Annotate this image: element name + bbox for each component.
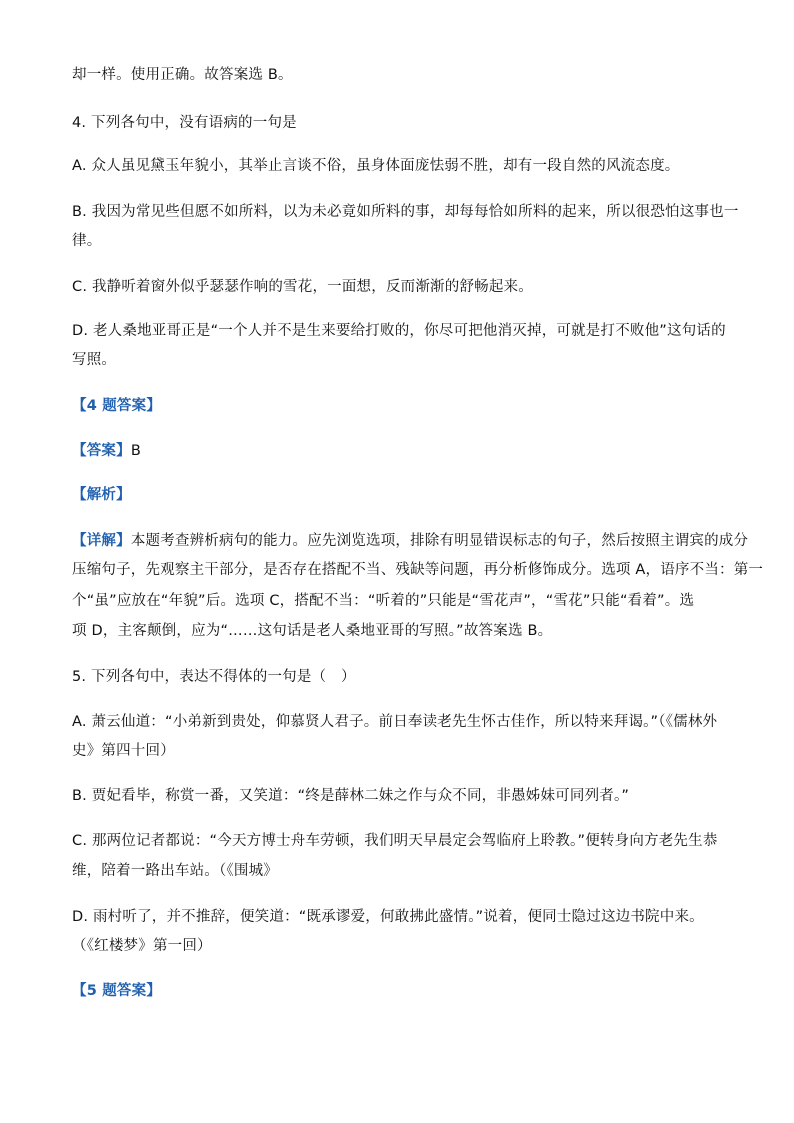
detail-line: 压缩句子，先观察主干部分，是否存在搭配不当、残缺等问题，再分析修饰成分。选项 A，语序不当：第一 (72, 562, 764, 578)
answer-line (72, 442, 722, 460)
detail-line: 项 D，主客颠倒，应为“……这句话是老人桑地亚哥的写照。”故答案选 B。 (72, 623, 553, 639)
question-5-option-c: C. 那两位记者都说：“今天方博士舟车劳顿，我们明天早晨定会驾临府上聆教。”便转身向方老先生恭 (72, 833, 718, 849)
question-5-answer-header: 【5 题答案】 (72, 983, 162, 999)
analysis-header: 【解析】 (72, 487, 131, 503)
question-4-option-d: D. 老人桑地亚哥正是“一个人并不是生来要给打败的，你尽可把他消灭掉，可就是打不败他”这句话的 (72, 323, 726, 339)
detail-line (72, 532, 749, 550)
question-4-option-b-cont: 律。 (72, 233, 102, 249)
question-4-option-c: C. 我静听着窗外似乎瑟瑟作响的雪花，一面想，反而渐渐的舒畅起来。 (72, 279, 533, 295)
question-5-option-a-cont: 史》第四十回） (72, 743, 175, 759)
question-4-option-d-cont: 写照。 (72, 352, 117, 368)
detail-line: 个“虽”应放在“年貌”后。选项 C，搭配不当：“听着的”只能是“雪花声”，“雪花”只能“看着”。选 (72, 593, 695, 609)
answer-value: B (130, 443, 141, 459)
question-5-option-c-cont: 维，陪着一路出车站。（《围城》 (72, 863, 278, 879)
answer-text (72, 443, 141, 459)
question-5-option-d-cont: （《红楼梦》第一回） (72, 938, 212, 954)
question-4-option-a: A. 众人虽见黛玉年貌小，其举止言谈不俗，虽身体面庞怯弱不胜，却有一段自然的风流态度。 (72, 158, 680, 174)
detail-text: 本题考查辨析病句的能力。应先浏览选项，排除有明显错误标志的句子，然后按照主谓宾的成分 (130, 533, 749, 549)
question-4-stem: 4. 下列各句中，没有语病的一句是 (72, 115, 297, 131)
question-4-option-b: B. 我因为常见些但愿不如所料，以为未必竟如所料的事，却每每恰如所料的起来，所以很恐怕这事也一 (72, 204, 739, 220)
question-5-option-a: A. 萧云仙道：“小弟新到贵处，仰慕贤人君子。前日奉读老先生怀古佳作，所以特来拜谒。”（《儒林外 (72, 714, 718, 730)
detail-label: 【详解】 (72, 533, 131, 549)
question-4-answer-header: 【4 题答案】 (72, 398, 162, 414)
question-5-option-d: D. 雨村听了，并不推辞，便笑道：“既承谬爱，何敢拂此盛情。”说着，便同士隐过这边书院中来。 (72, 909, 704, 925)
text-line: 却一样。使用正确。故答案选 B。 (72, 67, 293, 83)
answer-label: 【答案】 (72, 443, 131, 459)
question-5-option-b: B. 贾妃看毕，称赏一番，又笑道：“终是薛林二妹之作与众不同，非愚姊妹可同列者。” (72, 788, 630, 804)
question-5-stem: 5. 下列各句中，表达不得体的一句是（ ） (72, 669, 356, 685)
